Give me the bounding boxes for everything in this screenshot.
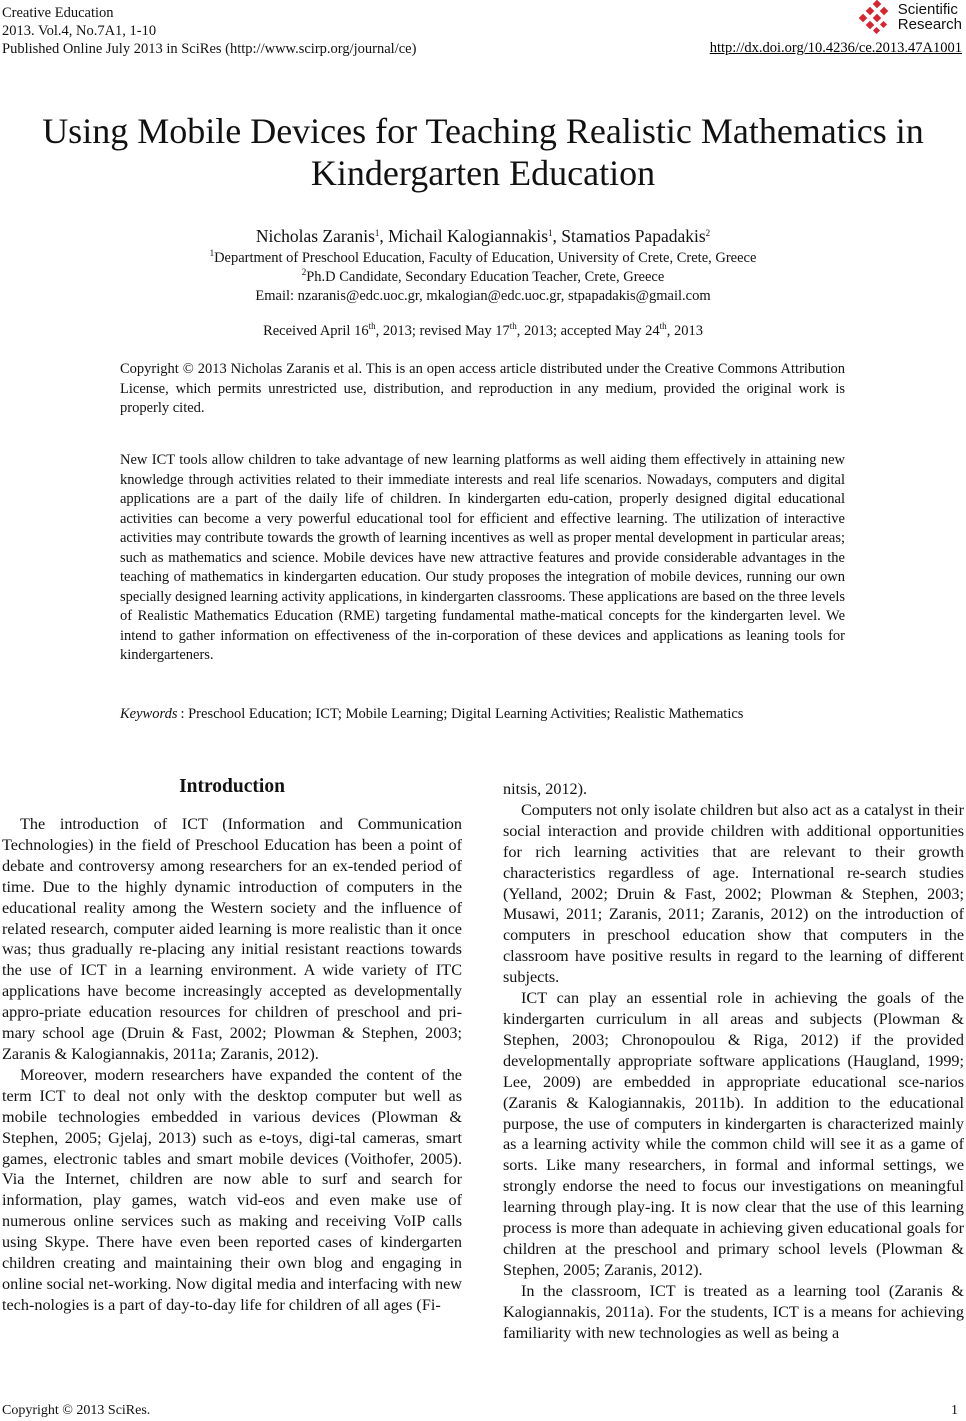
revised-text: , 2013; revised May 17: [375, 323, 510, 339]
paragraph: The introduction of ICT (Information and Communication Technologies) in the field of Preschool Education has been a point of debate and controversy among researchers for an ex-tended period of time. Due to the highly dynamic introduction of computers in the educational reality among the Western society and the influence of related research, computer aided learning is more realistic than it once was; thus gradually re-placing any initial resistant reactions towards the use of ICT in a learning environment. A wide variety of ITC applications have become increasingly accepted as developmentally appro-priate education resources for children of preschool and pri-mary school age (Druin & Fast, 2002; Plowman & Stephen, 2003; Zaranis & Kalogiannakis, 2011a; Zaranis, 2012).: [2, 815, 462, 1063]
abstract: New ICT tools allow children to take advantage of new learning platforms as well aiding them effectively in attaining new knowledge through activities related to their immediate interests and real life scenarios. Nowadays, computers and digital applications are a part of the daily life of children. In kindergarten edu-cation, properly designed digital educational activities can become a very powerful educational tool for efficient and effective learning. The utilization of interactive activities may contribute towards the growth of learning incentives as well as proper mental development in particular areas; such as mathematics and science. Mobile devices have new attractive features and provide considerable advantages in the teaching of mathematics in kindergarten education. Our study proposes the integration of mobile devices, running our own specially designed learning activity applications, in kindergarten classrooms. These applications are based on the three levels of Realistic Mathematics Education (RME) targeting fundamental mathe-matical concepts for the kindergarten level. We intend to gather information on effectiveness of the in-corporation of these devices and applications as leaning tools for kindergarteners.: [120, 452, 845, 663]
year-text: , 2013: [666, 323, 703, 339]
paragraph-continuation: nitsis, 2012).: [503, 780, 588, 798]
scientific-research-logo: [859, 0, 962, 34]
author-name: Stamatios Papadakis: [561, 226, 706, 246]
journal-volume: 2013. Vol.4, No.7A1, 1-10: [2, 23, 157, 39]
accepted-text: , 2013; accepted May 24: [516, 323, 660, 339]
paragraph: Moreover, modern researchers have expanded the content of the term ICT to deal not only with the desktop computer but well as mobile technologies embedded in various devices (Plowman & Stephen, 2005; Gjelaj, 2013) such as e-toys, digi-tal cameras, smart games, electronic tables and smart mobile devices (Voithofer, 2005). Via the Internet, children are now able to surf and search for information, play games, watch vid-eos and even make use of numerous online services such as making and receiving VoIP calls using Skype. There have even been reported cases of kindergarten children creating and maintaining their own blog and engaging in online social net-working. Now digital media and interfacing with new tech-nologies is a part of day-to-day life for children of all ages (Fi-: [2, 1065, 462, 1314]
doi-link[interactable]: http://dx.doi.org/10.4236/ce.2013.47A1001: [709, 40, 962, 56]
logo-text-line2: Research: [897, 16, 962, 33]
keywords-list: : Preschool Education; ICT; Mobile Learning; Digital Learning Activities; Realistic Mathematics: [180, 706, 744, 722]
body-column-left: [2, 814, 462, 1316]
ordinal-suffix: th: [509, 321, 517, 331]
publication-info: Published Online July 2013 in SciRes (http://www.scirp.org/journal/ce): [2, 41, 417, 57]
affiliation-mark: 1: [209, 248, 215, 258]
journal-name: Creative Education: [2, 5, 114, 21]
paragraph: In the classroom, ICT is treated as a learning tool (Zaranis & Kalogiannakis, 2011a). For the students, ICT is a means for achieving familiarity with new technologies as well as being a: [503, 1281, 964, 1342]
copyright-notice: Copyright © 2013 Nicholas Zaranis et al. This is an open access article distributed under the Creative Commons Attribution License, which permits unrestricted use, distribution, and reproduction in any medium, provided the original work is properly cited.: [120, 361, 845, 416]
title-line-2: Kindergarten Education: [310, 153, 656, 193]
journal-header: [2, 4, 416, 58]
title-line-1: Using Mobile Devices for Teaching Realistic Mathematics in: [42, 111, 924, 151]
author-name: Nicholas Zaranis: [255, 226, 375, 246]
ordinal-suffix: th: [368, 321, 376, 331]
author-mark: 2: [705, 228, 711, 238]
paper-title: [0, 110, 966, 194]
affiliation-mark: 2: [301, 267, 307, 277]
affiliation-1: [0, 249, 966, 268]
keywords-label: Keywords: [120, 706, 178, 722]
author-mark: 1: [374, 228, 380, 238]
body-column-right: [503, 779, 964, 1343]
author-emails: Email: nzaranis@edc.uoc.gr, mkalogian@edc.uoc.gr, stpapadakis@gmail.com: [255, 288, 711, 304]
keywords: [120, 704, 845, 725]
affiliation-2: [0, 268, 966, 287]
author-name: Michail Kalogiannakis: [388, 226, 549, 246]
author-mark: 1: [548, 228, 553, 238]
section-heading: Introduction: [179, 776, 285, 797]
affiliation-text: Ph.D Candidate, Secondary Education Teacher, Crete, Greece: [306, 269, 665, 285]
footer-copyright: Copyright © 2013 SciRes.: [2, 1403, 151, 1418]
page-number: 1: [951, 1403, 958, 1418]
logo-diamonds-icon: [859, 0, 895, 34]
paragraph: Computers not only isolate children but also act as a catalyst in their social interaction and provide children with additional opportunities for rich learning activities that are relevant to their growth characteristics regardless of age. International re-search studies (Yelland, 2002; Druin & Fast, 2002; Plowman & Stephen, 2003; Musawi, 2011; Zaranis, 2011; Zaranis, 2012) on the introduction of computers in preschool education show that computers in the classroom have positive results in regard to the learning of different subjects.: [503, 800, 964, 987]
received-text: Received April 16: [263, 323, 369, 339]
received-dates: [0, 322, 966, 341]
ordinal-suffix: th: [659, 321, 667, 331]
author-list: Nicholas Zaranis$^1$, Michail Kalogiannakis$^1$, Stamatios Papadakis$^2$: [255, 226, 711, 246]
affiliation-text: Department of Preschool Education, Faculty of Education, University of Crete, Crete, Greece: [214, 250, 757, 266]
paragraph: ICT can play an essential role in achieving the goals of the kindergarten curriculum in all areas and subjects (Plowman & Stephen, 2003; Chronopoulou & Riga, 2012) if the provided developmentally appropriate software applications (Haugland, 1999; Lee, 2009) are embedded in appropriate educational sce-narios (Zaranis & Kalogiannakis, 2011b). In addition to the educational purpose, the use of computers in kindergarten is characterized mainly as a learning activity while the common child will see it as a game of sorts. Like many researchers, in formal and informal settings, we strongly endorse the need to focus our investigations on meaningful learning through play-ing. It is now clear that the use of this learning process is more than adequate in achieving given educational goals for children at the preschool and primary school levels (Plowman & Stephen, 2005; Zaranis, 2012).: [503, 989, 964, 1279]
logo-text-line1: Scientific: [897, 1, 958, 18]
logo-text: [898, 2, 962, 32]
